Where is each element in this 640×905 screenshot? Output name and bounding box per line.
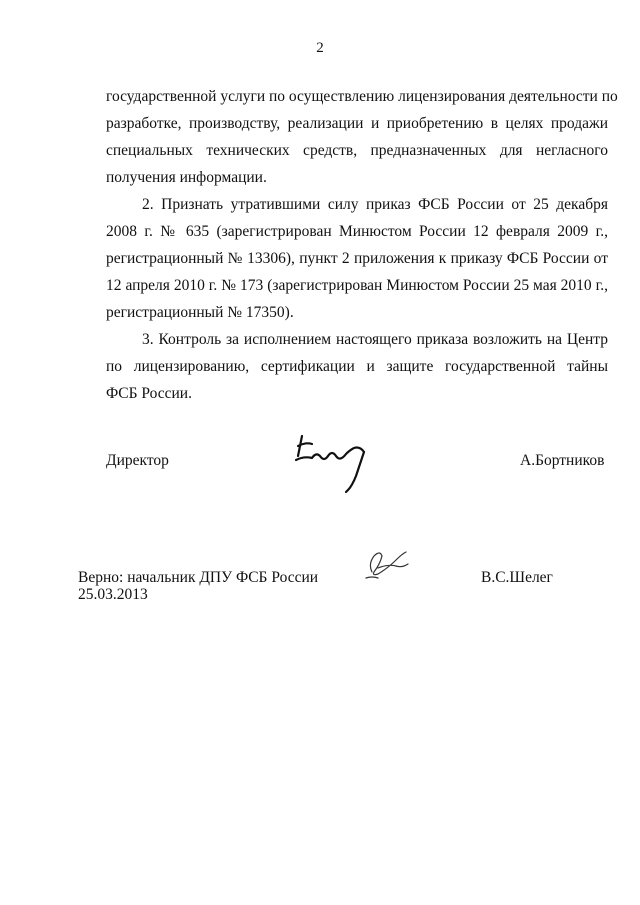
page-number: 2 [316, 40, 324, 56]
body-line: специальных технических средств, предназначенных для негласного [106, 142, 608, 159]
body-line: 2008 г. № 635 (зарегистрирован Минюстом России 12 февраля 2009 г., [106, 223, 608, 240]
body-line: государственной услуги по осуществлению лицензирования деятельности по [106, 88, 618, 105]
body-line: регистрационный № 17350). [106, 304, 294, 321]
verifier-signature [362, 542, 414, 582]
body-line: ФСБ России. [106, 385, 192, 402]
verification-date: 25.03.2013 [78, 586, 148, 603]
body-line: 2. Признать утратившими силу приказ ФСБ России от 25 декабря [142, 196, 608, 213]
verification-label: Верно: начальник ДПУ ФСБ России [78, 569, 319, 586]
body-line: 12 апреля 2010 г. № 173 (зарегистрирован Минюстом России 25 мая 2010 г., [106, 277, 608, 294]
signatory-title: Директор [106, 452, 169, 469]
body-line: по лицензированию, сертификации и защите государственной тайны [106, 358, 608, 375]
body-line: 3. Контроль за исполнением настоящего приказа возложить на Центр [142, 331, 608, 348]
director-signature [290, 430, 370, 496]
signatory-name: А.Бортников [520, 452, 605, 469]
body-line: получения информации. [106, 169, 267, 186]
body-line: разработке, производству, реализации и приобретению в целях продажи [106, 115, 608, 132]
verifier-name: В.С.Шелег [481, 569, 553, 586]
body-line: регистрационный № 13306), пункт 2 приложения к приказу ФСБ России от [106, 250, 608, 267]
